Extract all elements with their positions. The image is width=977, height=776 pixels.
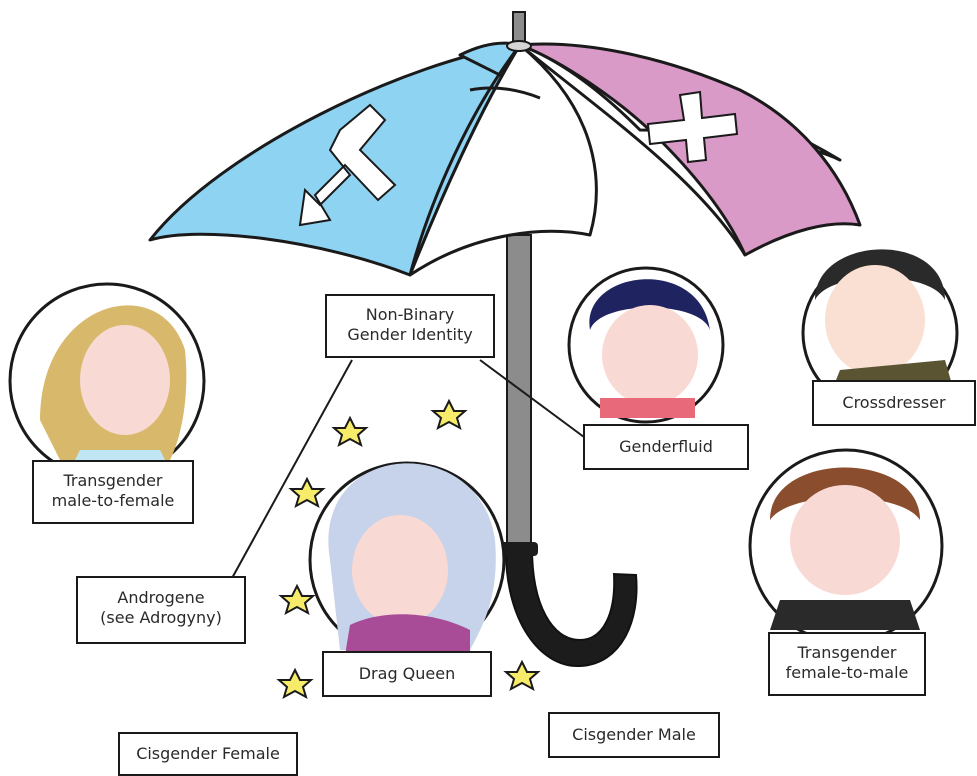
label-cisgender-male: Cisgender Male	[548, 712, 720, 758]
umbrella-tip-cap	[507, 41, 531, 51]
star-icon	[506, 662, 538, 689]
label-drag-queen: Drag Queen	[322, 651, 492, 697]
portrait-transgender-ftm	[750, 450, 942, 642]
label-crossdresser: Crossdresser	[812, 380, 976, 426]
star-icon	[433, 401, 465, 428]
label-cisgender-female: Cisgender Female	[118, 732, 298, 776]
umbrella-canopy	[150, 43, 860, 275]
label-genderfluid: Genderfluid	[583, 424, 749, 470]
star-icon	[291, 479, 323, 506]
label-non-binary-gender-identity: Non-Binary Gender Identity	[325, 294, 495, 358]
line-genderfluid-to-nonbinary	[480, 360, 588, 440]
portrait-transgender-mtf	[10, 284, 204, 478]
label-transgender-male-to-female: Transgender male-to-female	[32, 460, 194, 524]
portrait-genderfluid	[569, 268, 723, 422]
star-icon	[279, 670, 311, 697]
umbrella-handle	[506, 548, 637, 666]
star-icon	[281, 586, 313, 613]
star-icon	[334, 418, 366, 445]
handle-collar	[500, 542, 538, 556]
portrait-drag-queen	[310, 463, 504, 657]
label-transgender-female-to-male: Transgender female-to-male	[768, 632, 926, 696]
label-androgene: Androgene (see Adrogyny)	[76, 576, 246, 644]
